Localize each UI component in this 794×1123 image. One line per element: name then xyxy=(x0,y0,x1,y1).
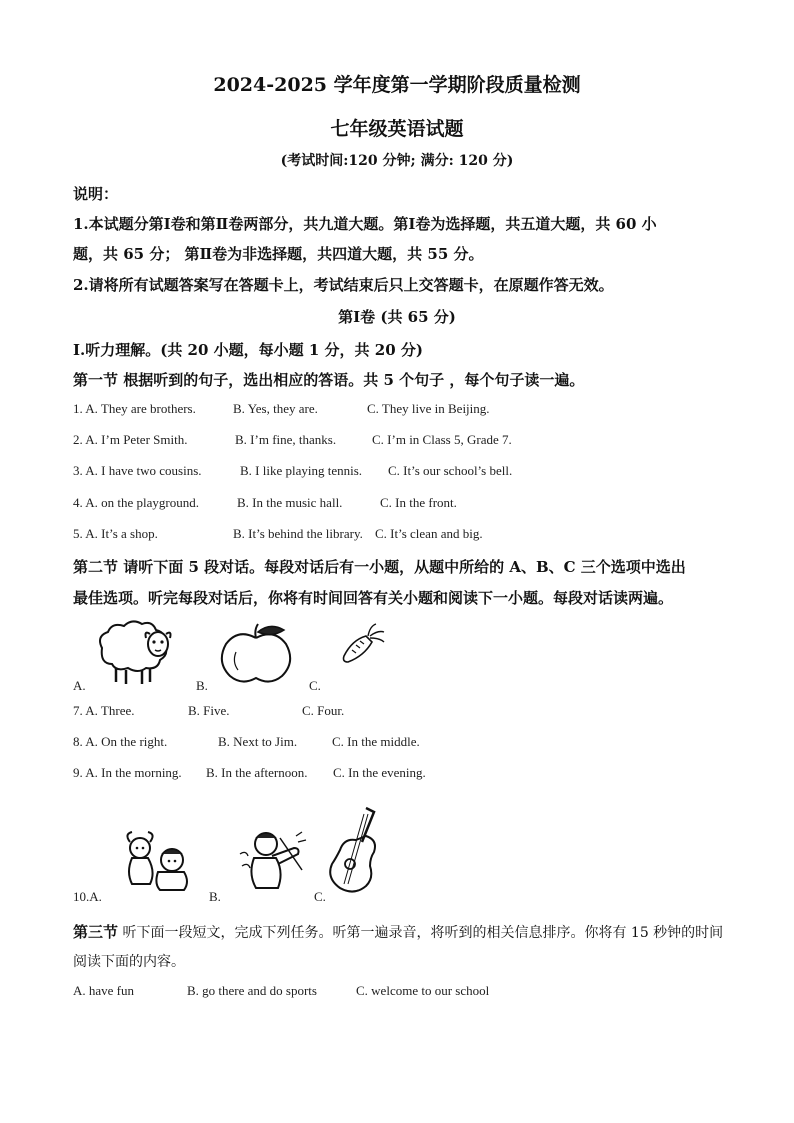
option-a: 7. A. Three. xyxy=(73,703,135,718)
option-a: 8. A. On the right. xyxy=(73,734,168,749)
option-c: C. In the front. xyxy=(380,495,457,510)
option-a: 1. A. They are brothers. xyxy=(73,401,196,416)
option-c: C. It’s clean and big. xyxy=(375,526,483,541)
option-c: C. In the middle. xyxy=(332,734,420,749)
option-c: C. It’s our school’s bell. xyxy=(388,463,513,478)
children-playing-icon xyxy=(118,830,198,894)
option-b: B. In the afternoon. xyxy=(206,765,308,780)
section2-heading-a: 第二节 请听下面 5 段对话。每段对话后有一小题，从题中所给的 A、B、C 三个选项中选出 xyxy=(73,558,686,576)
instruction-line-1a: 1.本试题分第Ⅰ卷和第Ⅱ卷两部分，共九道大题。第Ⅰ卷为选择题，共五道大题，共 60 小 xyxy=(73,215,657,233)
option-b: B. Next to Jim. xyxy=(218,734,298,749)
option-c: C. I’m in Class 5, Grade 7. xyxy=(372,432,512,447)
section2-heading-b: 最佳选项。听完每段对话后，你将有时间回答有关小题和阅读下一小题。每段对话读两遍。 xyxy=(73,589,674,607)
question-row xyxy=(73,432,512,448)
exam-title: 2024-2025 学年度第一学期阶段质量检测 xyxy=(213,74,581,96)
option-b: B. I’m fine, thanks. xyxy=(235,432,337,447)
option-a: A. have fun xyxy=(73,983,135,998)
instructions-label: 说明： xyxy=(73,185,119,203)
exam-subtitle: 七年级英语试题 xyxy=(330,118,464,140)
option-a: 3. A. I have two cousins. xyxy=(73,463,202,478)
option-c: C. In the evening. xyxy=(333,765,426,780)
listening-section-title: Ⅰ.听力理解。(共 20 小题，每小题 1 分，共 20 分) xyxy=(73,341,423,359)
question-row xyxy=(73,401,490,417)
section1-heading: 第一节 根据听到的句子，选出相应的答语。共 5 个句子 ，每个句子读一遍。 xyxy=(73,371,585,389)
section3-label: 第三节 xyxy=(73,923,119,941)
option-b: B. In the music hall. xyxy=(237,495,343,510)
instruction-line-1b: 题，共 65 分； 第Ⅱ卷为非选择题，共四道大题，共 55 分。 xyxy=(73,245,484,263)
question-row xyxy=(73,734,420,750)
option-a: 2. A. I’m Peter Smith. xyxy=(73,432,188,447)
option-b: B. I like playing tennis. xyxy=(240,463,363,478)
q6-option-a-label: A. xyxy=(73,678,86,693)
option-a: 4. A. on the playground. xyxy=(73,495,200,510)
boy-violin-icon xyxy=(236,826,310,892)
section3-heading-text: 听下面一段短文，完成下列任务。听第一遍录音，将听到的相关信息排序。你将有 15 秒钟的时间 xyxy=(122,925,724,941)
question-row xyxy=(73,526,483,542)
q10-option-c-label: C. xyxy=(314,889,326,904)
question-row xyxy=(73,463,512,479)
option-c: C. Four. xyxy=(302,703,345,718)
q10-option-b-label: B. xyxy=(209,889,221,904)
apple-icon xyxy=(216,622,296,686)
sheep-icon xyxy=(92,618,180,686)
option-a: 5. A. It’s a shop. xyxy=(73,526,158,541)
question-row xyxy=(73,983,489,999)
question-row xyxy=(73,495,457,511)
carrot-icon xyxy=(336,622,388,666)
option-c: C. They live in Beijing. xyxy=(367,401,490,416)
option-b: B. go there and do sports xyxy=(187,983,317,998)
option-a: 9. A. In the morning. xyxy=(73,765,182,780)
question-row xyxy=(73,765,426,781)
q6-option-c-label: C. xyxy=(309,678,321,693)
q6-option-b-label: B. xyxy=(196,678,208,693)
part1-heading: 第Ⅰ卷 (共 65 分) xyxy=(338,308,456,326)
option-b: B. It’s behind the library. xyxy=(233,526,363,541)
question-row xyxy=(73,703,344,719)
section3-heading-b: 阅读下面的内容。 xyxy=(73,954,185,970)
option-b: B. Yes, they are. xyxy=(233,401,318,416)
option-b: B. Five. xyxy=(188,703,230,718)
option-c: C. welcome to our school xyxy=(356,983,490,998)
q10-option-a-label: 10.A. xyxy=(73,889,102,904)
section3-heading-a xyxy=(73,921,723,942)
instruction-line-2: 2.请将所有试题答案写在答题卡上，考试结束后只上交答题卡，在原题作答无效。 xyxy=(73,276,614,294)
exam-info: (考试时间:120 分钟; 满分: 120 分) xyxy=(280,153,514,169)
guitar-icon xyxy=(326,806,384,894)
